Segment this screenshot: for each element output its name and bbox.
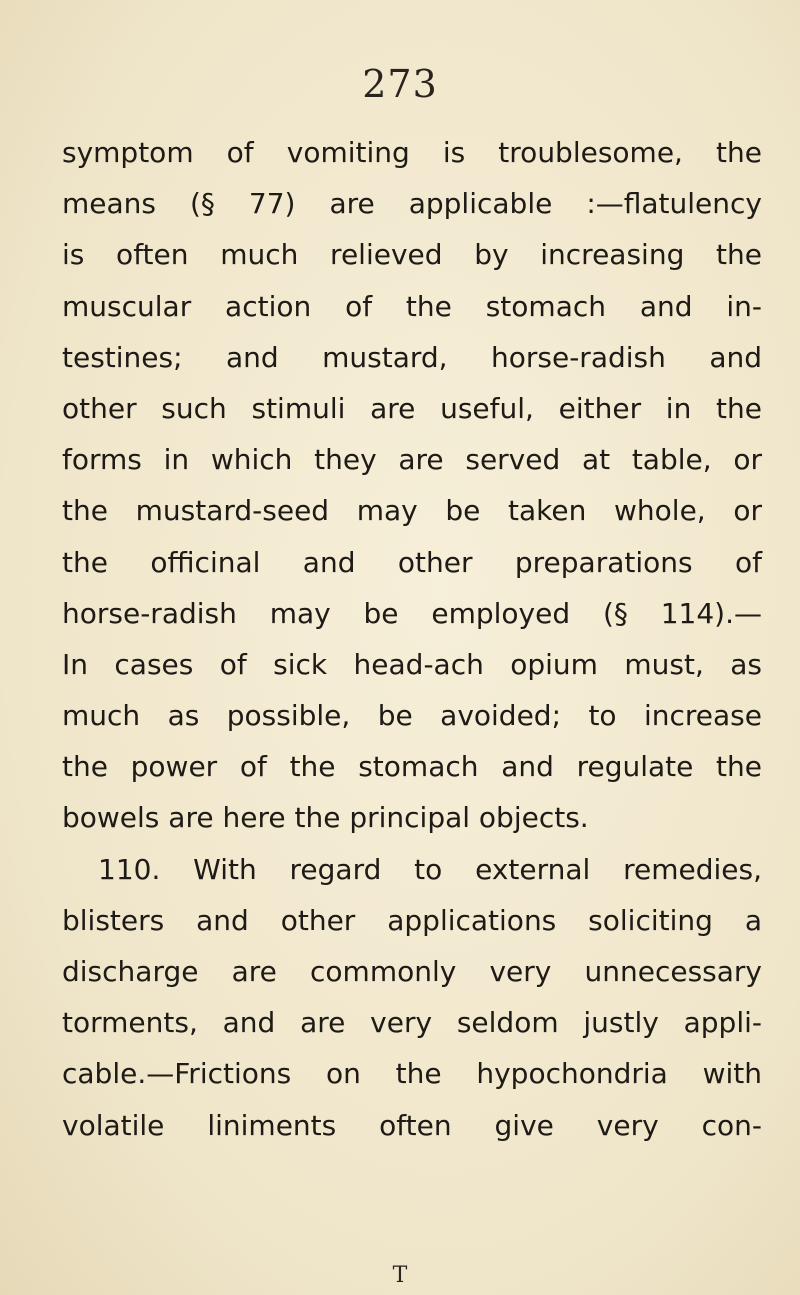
body-text	[62, 127, 762, 1151]
text-line: other such stimuli are useful, either in the	[62, 391, 762, 425]
text-line: means (§ 77) are applicable :—flatulency	[62, 187, 762, 221]
text-line: forms in which they are served at table, or	[62, 443, 762, 477]
text-line: In cases of sick head-ach opium must, as	[62, 647, 762, 681]
text-line: the mustard-seed may be taken whole, or	[62, 494, 762, 528]
text-line: volatile liniments often give very con-	[62, 1108, 762, 1142]
paragraph-start-line: 110. With regard to external remedies,	[98, 852, 762, 886]
text-line: blisters and other applications soliciting a	[62, 903, 762, 937]
text-line: discharge are commonly very unnecessary	[62, 955, 762, 988]
text-line: torments, and are very seldom justly appli-	[62, 1006, 762, 1040]
text-line: bowels are here the principal objects.	[62, 801, 589, 835]
signature-mark: T	[392, 1263, 408, 1288]
text-line: muscular action of the stomach and in-	[62, 289, 762, 323]
text-line: is often much relieved by increasing the	[62, 238, 762, 272]
text-line: testines; and mustard, horse-radish and	[62, 340, 762, 374]
text-line: much as possible, be avoided; to increase	[62, 699, 762, 733]
text-line: the officinal and other preparations of	[62, 545, 762, 579]
text-line: the power of the stomach and regulate the	[62, 750, 762, 784]
page-number: 273	[362, 62, 438, 106]
text-line: cable.—Frictions on the hypochondria with	[62, 1057, 762, 1091]
text-line: symptom of vomiting is troublesome, the	[62, 136, 762, 169]
text-line: horse-radish may be employed (§ 114).—	[62, 596, 762, 630]
